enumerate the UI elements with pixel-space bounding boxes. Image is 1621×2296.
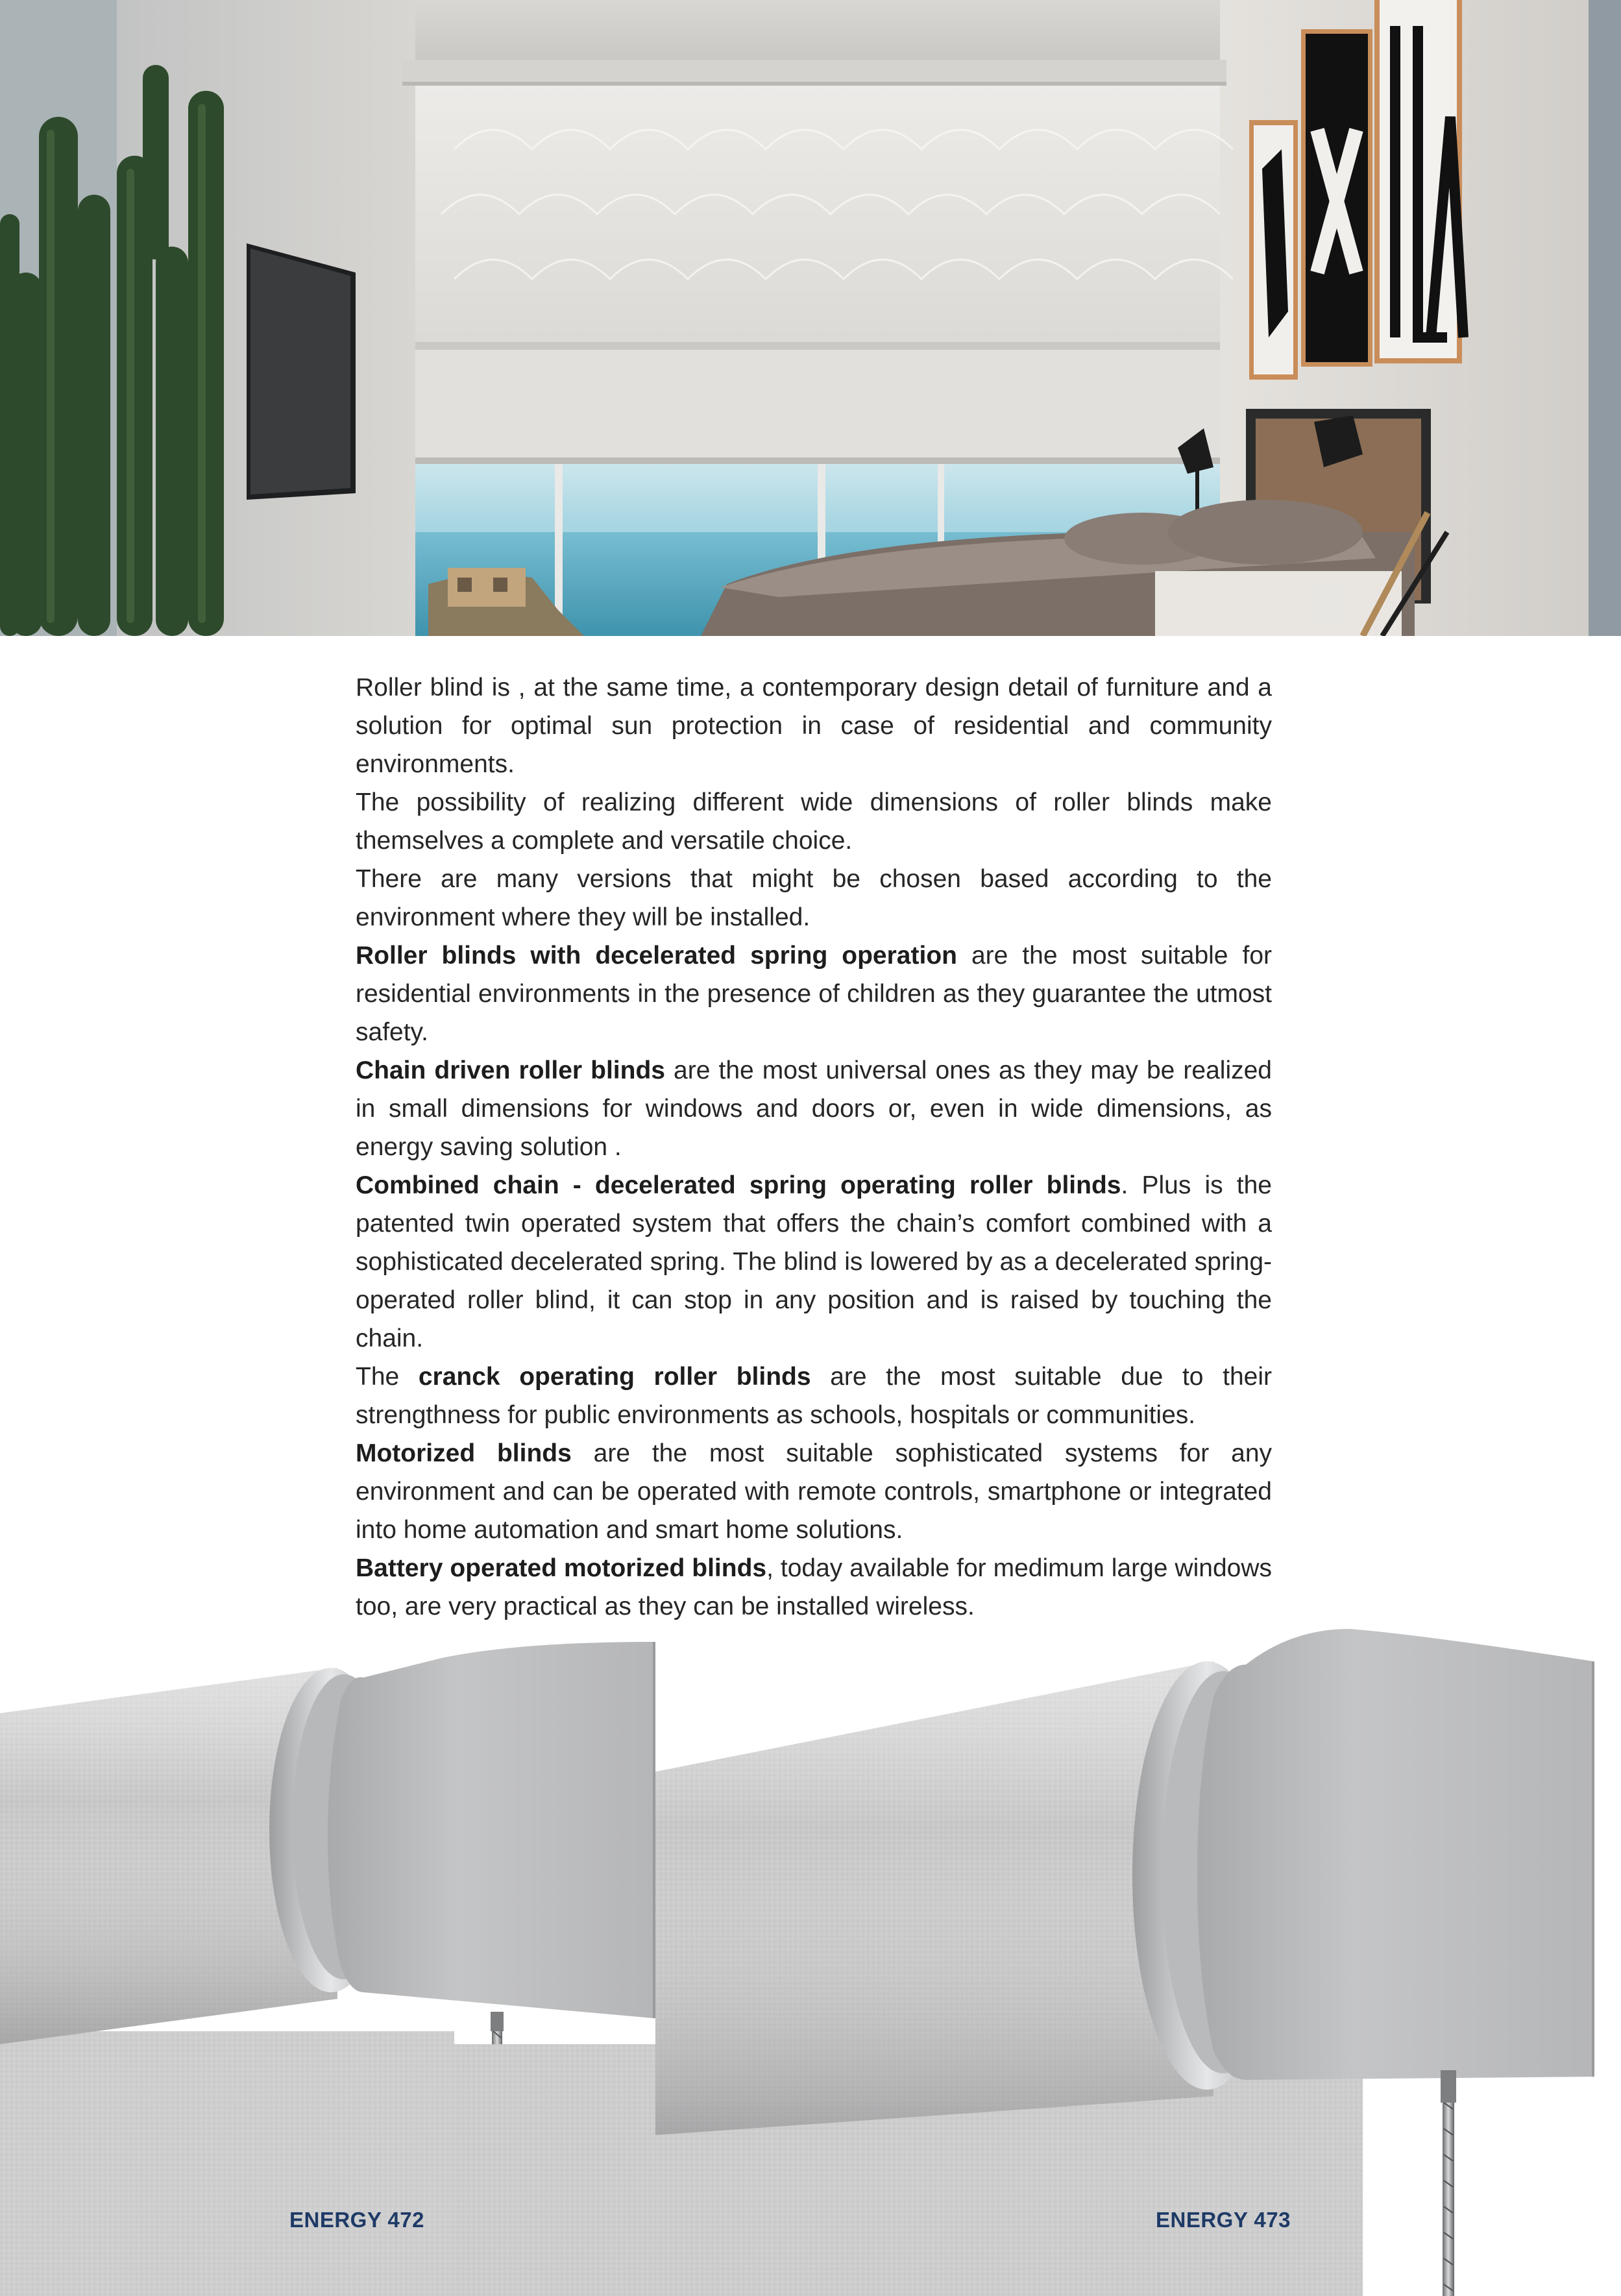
product-render-roller-mechanisms <box>0 1603 1621 2296</box>
description-text <box>356 668 1272 1626</box>
paragraph-battery: Battery operated motorized blinds, today available for medimum large windows too, are very practical as they can be installed wireless. <box>356 1554 1272 1620</box>
hero-photo-bedroom-roller-blind <box>0 0 1621 636</box>
paragraph-decelerated-spring: Roller blinds with decelerated spring operation are the most suitable for residential environments in the presence of children as they guarantee the utmost safety. <box>356 942 1272 1046</box>
paragraph-cranck: The cranck operating roller blinds are the most suitable due to their strengthness for public environments as schools, hospitals or communities. <box>356 1363 1272 1429</box>
model-label-energy-473: ENERGY 473 <box>1156 2208 1291 2232</box>
model-label-energy-472: ENERGY 472 <box>289 2208 424 2232</box>
paragraph-dimensions: The possibility of realizing different wide dimensions of roller blinds make themselves a complete and versatile choice. <box>356 788 1272 855</box>
paragraph-combined-chain: Combined chain - decelerated spring operating roller blinds. Plus is the patented twin operated system that offers the chain’s comfort combined with a sophisticated decelerated spring. The blind is lowered by as a decelerated spring-operated roller blind, it can stop in any position and is raised by touching the chain. <box>356 1171 1272 1352</box>
paragraph-versions: There are many versions that might be chosen based according to the environment where they will be installed. <box>356 865 1272 931</box>
paragraph-chain-driven: Chain driven roller blinds are the most universal ones as they may be realized in small dimensions for windows and doors or, even in wide dimensions, as energy saving solution . <box>356 1056 1272 1161</box>
paragraph-motorized: Motorized blinds are the most suitable sophisticated systems for any environment and can be operated with remote controls, smartphone or integrated into home automation and smart home solutions. <box>356 1439 1273 1544</box>
paragraph-intro: Roller blind is , at the same time, a contemporary design detail of furniture and a solution for optimal sun protection in case of residential and community environments. <box>356 674 1272 778</box>
